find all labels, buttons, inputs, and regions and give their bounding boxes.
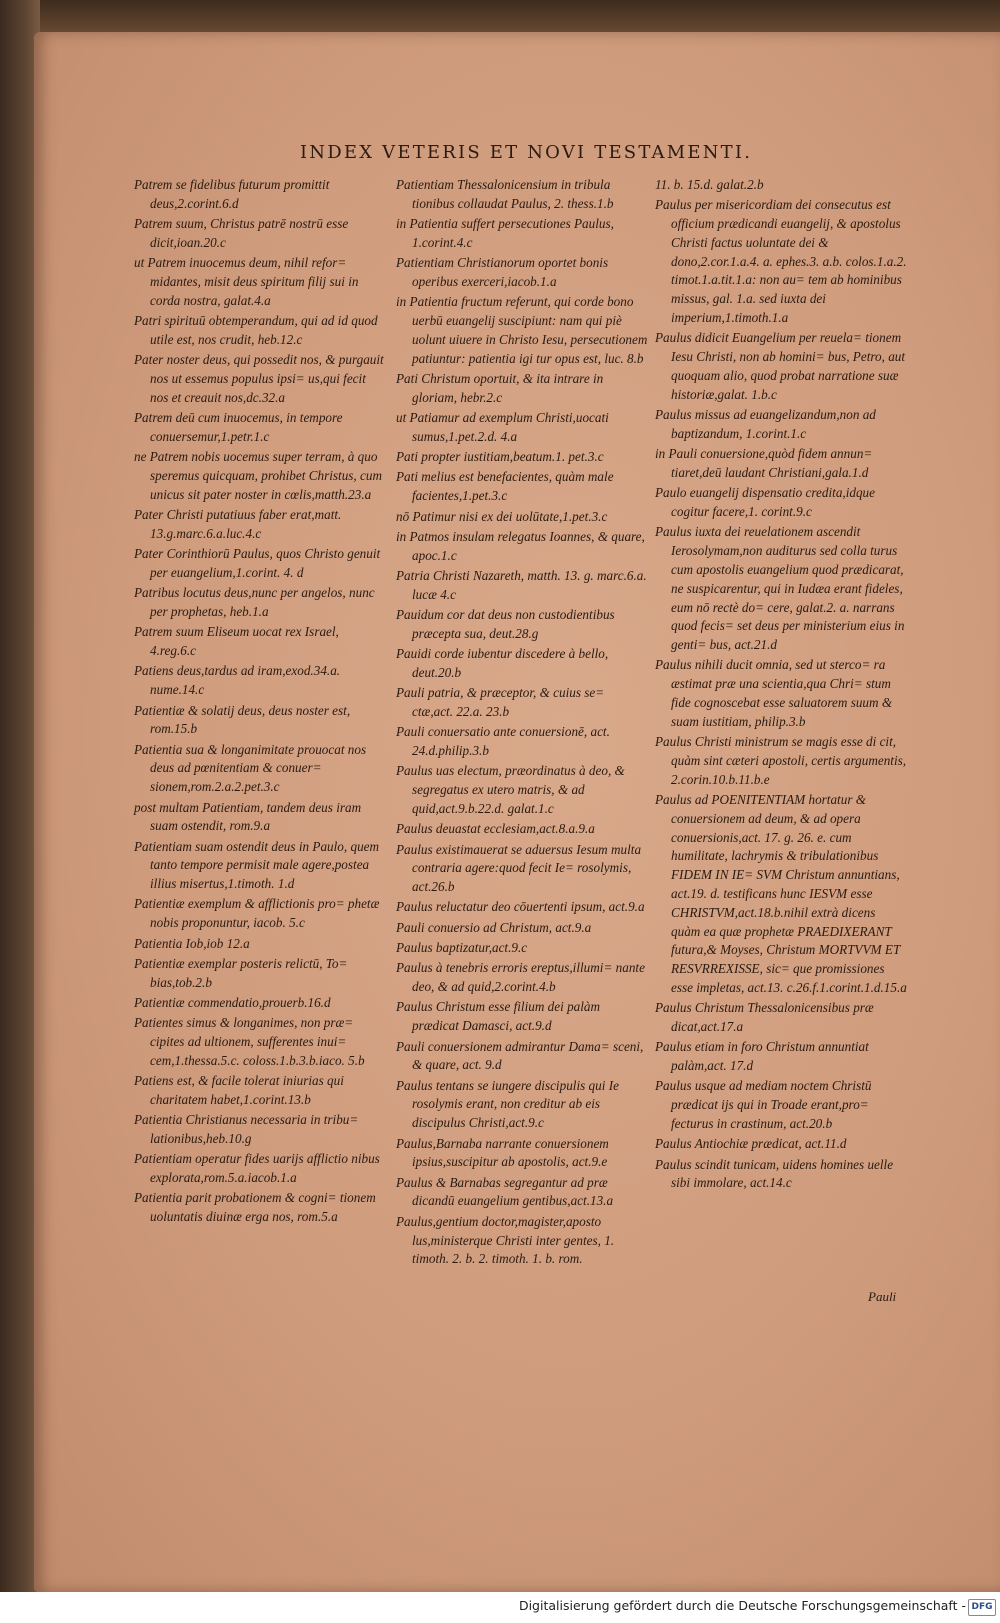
- index-entry: Patrem deū cum inuocemus, in tempore conuersemur,1.petr.1.c: [134, 410, 343, 444]
- index-entry: Paulus didicit Euangelium per reuela= tionem Iesu Christi, non ab homini= bus, Petro, aut quoquam alio, quod probat narratione suæ historiæ,galat. 1.b.c: [655, 330, 906, 402]
- index-entry: Pauidum cor dat deus non custodientibus præcepta sua, deut.28.g: [396, 607, 615, 641]
- index-entry: nō Patimur nisi ex dei uolūtate,1.pet.3.c: [396, 508, 608, 524]
- index-entry: Patientiam suam ostendit deus in Paulo, quem tanto tempore permisit male agere,postea illius misertus,1.timoth. 1.d: [134, 838, 380, 892]
- index-entry: Paulus per misericordiam dei consecutus est officium prædicandi euangelij, & apostolus Christi factus uoluntate dei & dono,2.cor.1.a.4. a. ephes.3. a.b. colos.1.a.2. timot.1.a.tit.1.a: non au= tem ab hominibus missus, gal. 1.a. sed iuxta dei imperium,1.timoth.1.a: [655, 197, 907, 326]
- index-entry: Patientiam Thessalonicensium in tribula tionibus collaudat Paulus, 2. thess.1.b: [396, 177, 614, 211]
- index-entry: Paulus uas electum, præordinatus à deo, & segregatus ex utero matris, & ad quid,act.9.b.22.d. galat.1.c: [396, 763, 625, 816]
- dfg-logo-icon: DFG: [968, 1599, 996, 1616]
- index-column-2: [396, 176, 648, 1271]
- index-entry: Patrem suum Eliseum uocat rex Israel, 4.reg.6.c: [134, 624, 339, 659]
- index-entry: Pauidi corde iubentur discedere à bello, deut.20.b: [396, 646, 609, 680]
- index-entry: Paulus à tenebris erroris ereptus,illumi= nante deo, & ad quid,2.corint.4.b: [396, 960, 645, 995]
- index-entry: post multam Patientiam, tandem deus iram suam ostendit, rom.9.a: [134, 799, 362, 834]
- index-entry: Patribus locutus deus,nunc per angelos, nunc per prophetas, heb.1.a: [134, 585, 375, 620]
- index-entry: Patientia Christianus necessaria in tribu= lationibus,heb.10.g: [134, 1112, 359, 1147]
- index-entry: Patientiam operatur fides uarijs afflictio nibus explorata,rom.5.a.iacob.1.a: [134, 1151, 380, 1186]
- index-entry: Paulus Christum esse filium dei palàm prædicat Damasci, act.9.d: [396, 999, 601, 1034]
- index-entry: Pati melius est benefacientes, quàm male facientes,1.pet.3.c: [396, 469, 614, 504]
- index-entry: Paulus Christum Thessalonicensibus præ dicat,act.17.a: [655, 1000, 874, 1035]
- index-entry: Patientes simus & longanimes, non præ= cipites ad ultionem, sufferentes inui= cem,1.thessa.5.c. coloss.1.b.3.b.iaco. 5.b: [134, 1015, 365, 1068]
- index-entry: in Patientia suffert persecutiones Paulus, 1.corint.4.c: [396, 216, 614, 250]
- index-entry: Patientiæ exemplum & afflictionis pro= phetæ nobis proponuntur, iacob. 5.c: [134, 896, 380, 931]
- index-entry: ut Patiamur ad exemplum Christi,uocati sumus,1.pet.2.d. 4.a: [396, 410, 609, 444]
- index-entry: Patientiæ commendatio,prouerb.16.d: [134, 994, 331, 1010]
- index-entry: Patria Christi Nazareth, matth. 13. g. marc.6.a. lucæ 4.c: [396, 567, 647, 602]
- index-entry: Patrem se fidelibus futurum promittit deus,2.corint.6.d: [134, 177, 330, 211]
- index-entry: Paulus baptizatur,act.9.c: [396, 940, 528, 956]
- index-entry: Paulus reluctatur deo cōuertenti ipsum, act.9.a: [396, 899, 645, 915]
- index-entry: Paulus,Barnaba narrante conuersionem ipsius,suscipitur ab apostolis, act.9.e: [396, 1135, 609, 1170]
- index-entry: Paulus usque ad mediam noctem Christū prædicat ijs qui in Troade erant,pro= fecturus in crastinum, act.20.b: [655, 1078, 872, 1132]
- index-entry: in Pauli conuersione,quòd fidem annun= tiaret,deū laudant Christiani,gala.1.d: [655, 446, 873, 480]
- index-entry: Paulus existimauerat se aduersus Iesum multa contraria agere:quod fecit Ie= rosolymis, act.26.b: [396, 841, 642, 895]
- footer-credit: Digitalisierung gefördert durch die Deutsche Forschungsgemeinschaft -: [518, 1598, 966, 1613]
- index-entry: Paulus ad POENITENTIAM hortatur & conuersionem ad deum, & ad opera conuersionis,act. 17. g. 26. e. cum humilitate, lachrymis & tribulationibus FIDEM IN IE= SVM Christum annuntians, act.19. d. testificans hunc IESVM esse CHRISTVM,act.18.b.nihil extrà dicens quàm ea quæ prophetæ PRAEDIXERANT futura,& Moyses, Christum MORTVVM ET RESVRREXISSE, sic= que promissiones esse impletas, act.13. c.26.f.1.corint.1.d.15.a: [655, 792, 907, 995]
- index-entry: Patrem suum, Christus patrē nostrū esse dicit,ioan.20.c: [134, 216, 349, 250]
- index-entry: Patientiæ & solatij deus, deus noster est, rom.15.b: [134, 702, 351, 737]
- index-entry: Pauli conuersio ad Christum, act.9.a: [396, 919, 592, 935]
- index-entry: in Patmos insulam relegatus Ioannes, & quare, apoc.1.c: [396, 528, 645, 563]
- index-column-1: [134, 176, 386, 1229]
- index-entry: Patientia parit probationem & cogni= tionem uoluntatis diuinæ erga nos, rom.5.a: [134, 1190, 376, 1225]
- index-entry: Paulo euangelij dispensatio credita,idque cogitur facere,1. corint.9.c: [655, 485, 876, 520]
- index-entry: Paulus Antiochiæ prædicat, act.11.d: [655, 1136, 847, 1152]
- index-entry: Patri spirituū obtemperandum, qui ad id quod utile est, nos crudit, heb.12.c: [134, 313, 378, 347]
- index-entry: Pati propter iustitiam,beatum.1. pet.3.c: [396, 449, 604, 465]
- index-entry: Paulus tentans se iungere discipulis qui Ie rosolymis erant, non creditur ab eis discipulus Christi,act.9.c: [396, 1077, 619, 1131]
- digitization-footer: [0, 1592, 1000, 1623]
- index-entry: Pater Christi putatiuus faber erat,matt. 13.g.marc.6.a.luc.4.c: [134, 507, 342, 541]
- index-entry: Paulus nihili ducit omnia, sed ut sterco= ra æstimat præ una scientia,qua Chri= stum fide cognoscebat esse saluatorem suum & suam iustitiam, philip.3.b: [655, 657, 893, 729]
- index-entry: Pauli conuersionem admirantur Dama= sceni, & quare, act. 9.d: [396, 1038, 644, 1073]
- index-entry: Patiens deus,tardus ad iram,exod.34.a. nume.14.c: [134, 663, 341, 698]
- index-entry: Paulus & Barnabas segregantur ad præ dicandū euangelium gentibus,act.13.a: [396, 1174, 614, 1209]
- index-entry: ne Patrem nobis uocemus super terram, à quo speremus quicquam, prohibet Christus, cum unicus sit pater noster in cœlis,matth.23.a: [134, 449, 382, 502]
- index-entry: Paulus etiam in foro Christum annuntiat palàm,act. 17.d: [655, 1039, 869, 1074]
- index-entry: Pauli conuersatio ante conuersionē, act. 24.d.philip.3.b: [396, 724, 610, 759]
- index-entry: Paulus scindit tunicam, uidens homines uelle sibi immolare, act.14.c: [655, 1156, 894, 1191]
- index-entry: in Patientia fructum referunt, qui corde bono uerbū euangelij suscipiunt: nam qui piè uolunt uiuere in Christo Iesu, persecutionem patiuntur: patientia igi tur opus est, luc. 8.b: [396, 294, 648, 366]
- index-entry: Pauli patria, & præceptor, & cuius se= ctæ,act. 22.a. 23.b: [396, 685, 605, 720]
- index-entry: Paulus Christi ministrum se magis esse di cit, quàm sint cæteri apostoli, certis argumentis, 2.corin.10.b.11.b.e: [655, 734, 907, 787]
- index-entry: 11. b. 15.d. galat.2.b: [655, 177, 764, 192]
- index-entry: Pater noster deus, qui possedit nos, & purgauit nos ut essemus populus ipsi= us,qui fecit nos et creauit nos,dc.32.a: [134, 352, 384, 405]
- index-entry: Patiens est, & facile tolerat iniurias qui charitatem habet,1.corint.13.b: [134, 1073, 344, 1107]
- index-column-3: [655, 176, 907, 1195]
- index-entry: Paulus iuxta dei reuelationem ascendit Ierosolymam,non auditurus sed colla turus cum apostolis euangelium quod prædicarat, ne suspicarentur, qui in Iudæa erant fideles, eum nō rectè do= cere, galat.2. a. narrans quod fecis= set deus per ministerium eius in genti= bus, act.21.d: [655, 524, 905, 653]
- index-entry: Paulus deuastat ecclesiam,act.8.a.9.a: [396, 821, 595, 837]
- index-entry: ut Patrem inuocemus deum, nihil refor= midantes, misit deus spiritum filij sui in corda nostra, galat.4.a: [134, 255, 359, 308]
- index-entry: Patientiæ exemplar posteris relictū, To= bias,tob.2.b: [134, 955, 348, 990]
- catchword: Pauli: [868, 1289, 897, 1304]
- index-entry: Patientia sua & longanimitate prouocat nos deus ad pœnitentiam & conuer= sionem,rom.2.a.2.pet.3.c: [134, 741, 367, 795]
- index-entry: Paulus,gentium doctor,magister,aposto lus,ministerque Christi inter gentes, 1. timoth. 2. b. 2. timoth. 1. b. rom.: [396, 1213, 615, 1267]
- page-top-edge: [40, 0, 1000, 36]
- index-entry: Pater Corinthiorū Paulus, quos Christo genuit per euangelium,1.corint. 4. d: [134, 546, 381, 580]
- index-entry: Patientia Iob,iob 12.a: [134, 935, 250, 951]
- running-header: INDEX VETERIS ET NOVI TESTAMENTI.: [300, 142, 753, 163]
- index-entry: Pati Christum oportuit, & ita intrare in gloriam, hebr.2.c: [396, 370, 604, 405]
- index-entry: Paulus missus ad euangelizandum,non ad baptizandum, 1.corint.1.c: [655, 407, 876, 441]
- index-entry: Patientiam Christianorum oportet bonis operibus exerceri,iacob.1.a: [396, 255, 609, 289]
